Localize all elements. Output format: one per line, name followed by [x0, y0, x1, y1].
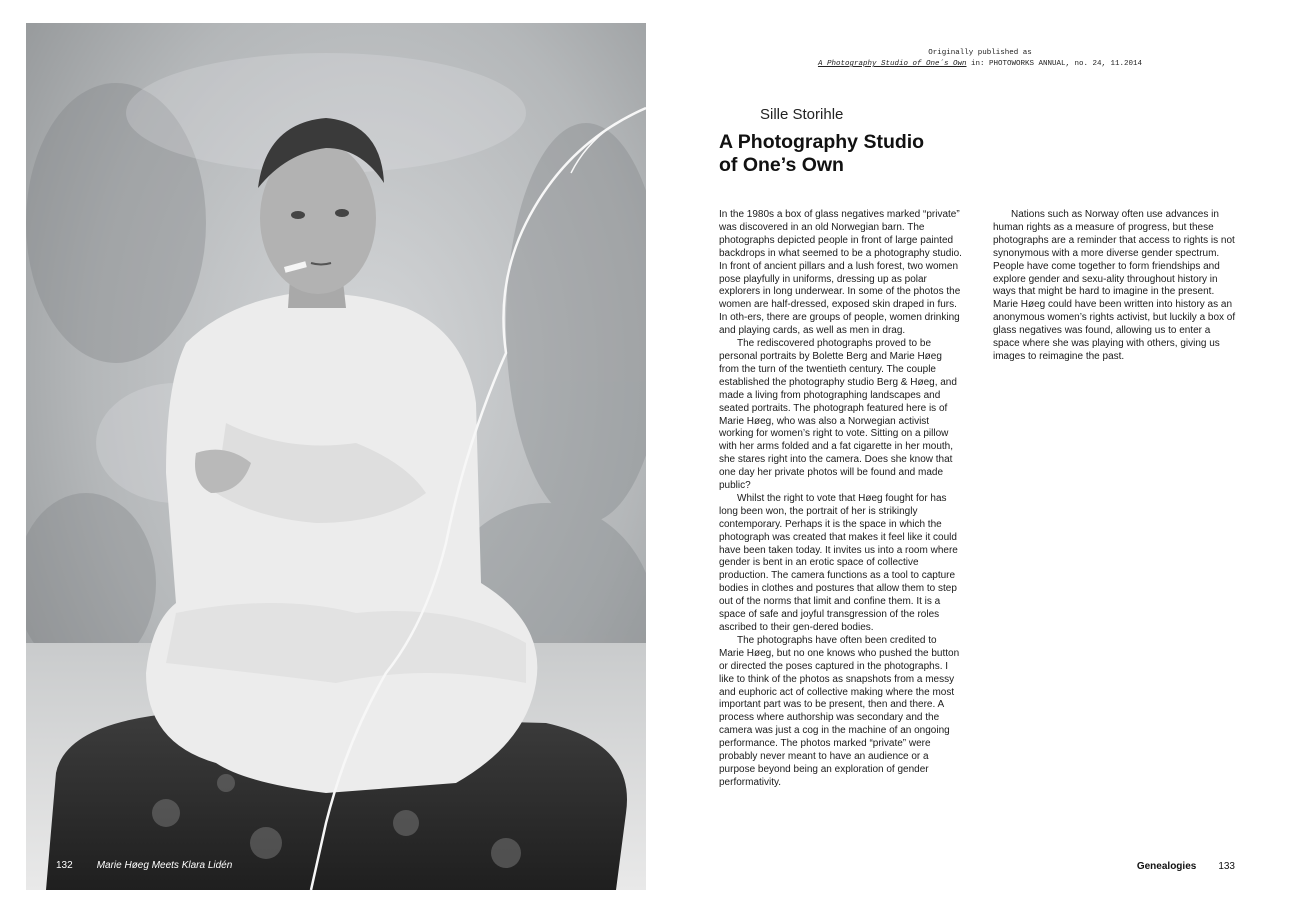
article-title-line1: A Photography Studio [719, 131, 925, 153]
article-title [719, 131, 1019, 177]
paragraph: Nations such as Norway often use advances in human rights as a measure of progress, but these photographs are a reminder that access to rights is not synonymous with a more diverse gender spectrum. People have come together to form friendships and explore gender and sexu-ality throughout history in ways that might be hard to imagine in the present. Marie Høeg could have been written into history as an anonymous women’s rights activist, but luckily a box of glass negatives was found, allowing us to enter a space where she was playing with others, giving us images to reimagine the past. [993, 209, 1236, 362]
left-folio [56, 860, 232, 871]
body-column-1 [719, 209, 964, 790]
paragraph: The rediscovered photographs proved to be personal portraits by Bolette Berg and Marie Høeg from the turn of the twentieth century. The couple established the photography studio Berg & Høeg, and made a living from photographing landscapes and seated portraits. The photograph featured here is of Marie Høeg, who was also a Norwegian activist working for women’s right to vote. Sitting on a pillow with her arms folded and a fat cigarette in her mouth, she stares right into the camera. Does she know that one day her private photos will be found and made public? [719, 338, 957, 492]
article-title-line2: of One’s Own [719, 154, 844, 176]
author-name: Sille Storihle [760, 106, 844, 123]
paragraph: The photographs have often been credited to Marie Høeg, but no one knows who pushed the button or directed the poses captured in the photographs. I like to think of the photos as snapshots from a messy and euphoric act of collective making where the most important part was to be present, then and there. A process where authorship was secondary and the camera was just a cog in the machine of an ongoing performance. The photos marked “private” were probably never meant to have an audience or a purpose beyond being an exploration of gender performativity. [719, 634, 960, 788]
left-running-title: Marie Høeg Meets Klara Lidén [96, 860, 233, 871]
paragraph: Whilst the right to vote that Høeg fought for has long been won, the portrait of her is strikingly contemporary. Perhaps it is the space in which the photograph was created that makes it feel like it could have been taken today. It invites us into a room where gender is bent in an erotic space of collective production. The camera functions as a tool to capture bodies in clothes and postures that allow them to step out of the norms that limit and confine them. It is a space of safe and joyful transgression of the roles ascribed to their gen-dered bodies. [719, 492, 958, 633]
publication-note [760, 48, 1200, 70]
section-name: Genealogies [1136, 861, 1197, 872]
portrait-photograph [26, 23, 646, 890]
paragraph: In the 1980s a box of glass negatives marked “private” was discovered in an old Norwegian barn. The photographs depicted people in front of large painted backdrops in what seemed to be a photography studio. In front of ancient pillars and a lush forest, two women pose playfully in uniforms, dressing up as polar explorers in long underwear. In some of the photos the women are half-dressed, exposed skin draped in furs. In oth-ers, there are groups of people, women drinking and playing cards, as well as men in drag. [719, 209, 962, 337]
body-column-2 [993, 209, 1238, 364]
left-page-number: 132 [56, 860, 73, 871]
publication-note-line2 [760, 59, 1200, 70]
right-folio [1137, 861, 1235, 872]
publication-source: in: PHOTOWORKS ANNUAL, no. 24, 11.2014 [966, 60, 1143, 68]
publication-note-line1: Originally published as [928, 49, 1032, 57]
publication-link[interactable]: A Photography Studio of One´s Own [817, 60, 967, 68]
right-page-number: 133 [1218, 861, 1235, 872]
